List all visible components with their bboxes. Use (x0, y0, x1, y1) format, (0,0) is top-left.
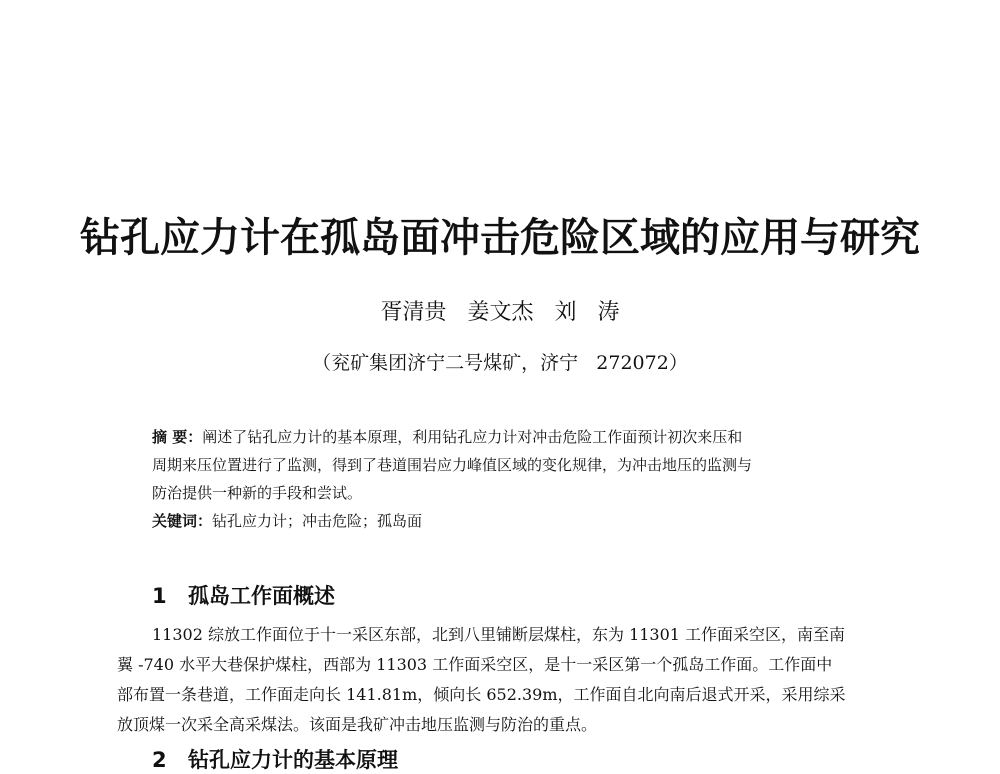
section-number: 1 (152, 584, 167, 608)
abstract-label: 摘 要： (152, 428, 203, 446)
abstract-block (152, 423, 862, 507)
keywords-text: 钻孔应力计；冲击危险；孤岛面 (212, 512, 423, 530)
paper-affiliation: （兖矿集团济宁二号煤矿，济宁 272072） (312, 352, 688, 374)
body-line: 放顶煤一次采全高采煤法。该面是我矿冲击地压监测与防治的重点。 (117, 715, 598, 734)
section-body (117, 620, 897, 740)
section-number: 2 (152, 748, 167, 772)
section-heading (152, 744, 398, 774)
abstract-line: 防治提供一种新的手段和尝试。 (152, 484, 363, 502)
body-line: 部布置一条巷道，工作面走向长 141.81m，倾向长 652.39m，工作面自北向南后退式开采，采用综采 (117, 685, 846, 704)
section-title: 钻孔应力计的基本原理 (188, 748, 398, 772)
abstract-text: 阐述了钻孔应力计的基本原理，利用钻孔应力计对冲击危险工作面预计初次来压和 (202, 428, 743, 446)
section-heading (152, 580, 335, 610)
abstract-line (152, 423, 862, 451)
keywords-block (152, 510, 422, 531)
paper-authors: 胥清贵 姜文杰 刘 涛 (380, 300, 620, 325)
section-title: 孤岛工作面概述 (188, 584, 335, 608)
abstract-line: 周期来压位置进行了监测，得到了巷道围岩应力峰值区域的变化规律，为冲击地压的监测与 (152, 456, 753, 474)
paper-title: 钻孔应力计在孤岛面冲击危险区域的应用与研究 (80, 214, 920, 261)
body-line: 翼 -740 水平大巷保护煤柱，西部为 11303 工作面采空区，是十一采区第一个孤岛工作面。工作面中 (117, 655, 833, 674)
keywords-label: 关键词： (152, 512, 213, 530)
body-line: 11302 综放工作面位于十一采区东部，北到八里铺断层煤柱，东为 11301 工作面采空区，南至南 (152, 625, 846, 644)
